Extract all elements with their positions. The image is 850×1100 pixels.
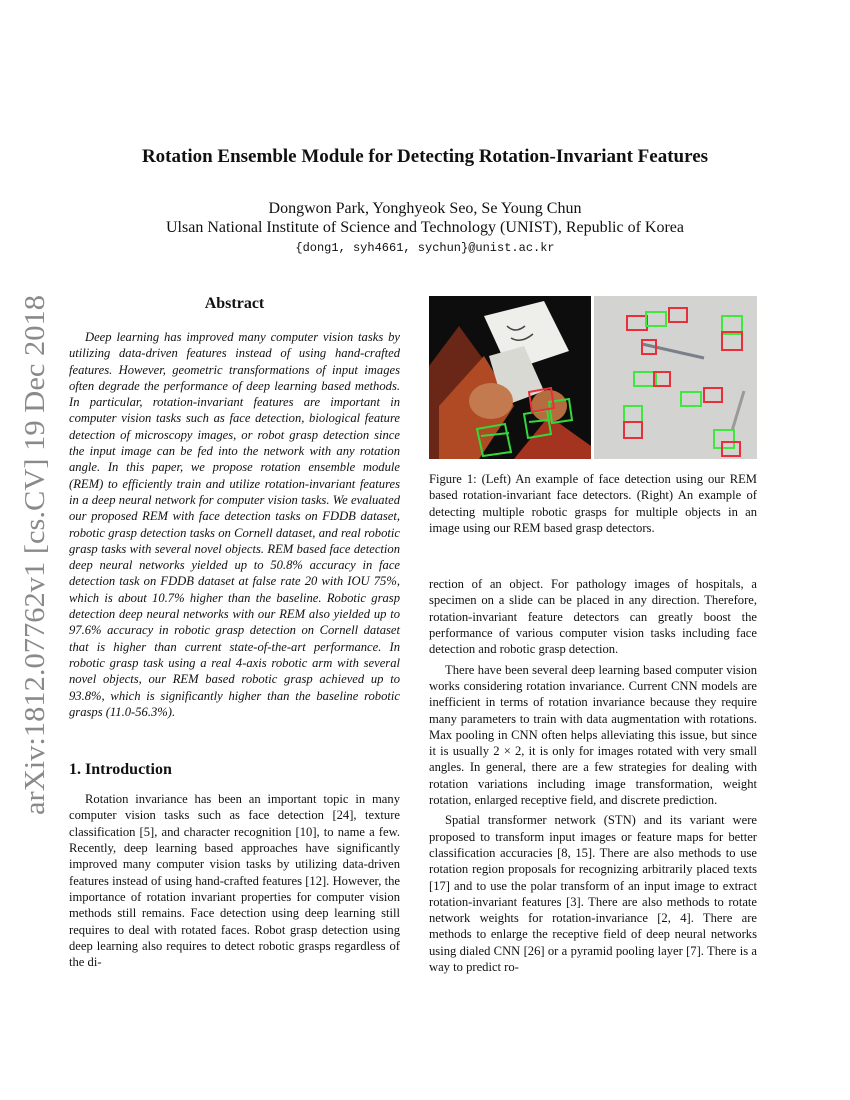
grasp-detection-image [594,296,757,459]
abstract-heading: Abstract [204,295,265,312]
arxiv-stamp-text: arXiv:1812.07762v1 [cs.CV] 19 Dec 2018 [20,337,51,815]
left-column [69,295,400,974]
figure-1 [429,296,757,459]
figure-1-caption: Figure 1: (Left) An example of face detection using our REM based rotation-invariant face detectors. (Right) An example of detecting multiple robotic grasps for multiple objects in an image using our REM based grasp detectors. [429,472,757,535]
authors: Dongwon Park, Yonghyeok Seo, Se Young Chun [268,200,582,217]
related-work-paragraph-1: There have been several deep learning based computer vision works considering rotation invariance. Current CNN models are inefficient in terms of rotation invariance because they require many parameters to train with data augmentation with rotations. Max pooling in CNN often helps alleviating this issue, but since it is usually 2 × 2, it is only for images rotated with very small angles. In general, there are a few strategies for dealing with rotation variations including image transformation, weight rotation, enlarged receptive field, and discrete prediction. [429,662,757,808]
right-column-text [429,576,757,975]
face-detection-image [429,296,591,459]
emails: {dong1, syh4661, sychun}@unist.ac.kr [295,241,555,255]
abstract-body: Deep learning has improved many computer vision tasks by utilizing data-driven features instead of using hand-crafted features. However, geometric transformations of input images often degrade the performance of deep learning based methods. In particular, rotation-invariant features are important in computer vision tasks such as face detection, biological feature detection of microscopy images, or robot grasp detection since the input image can be fed into the network with any rotation angle. In this paper, we propose rotation ensemble module (REM) to efficiently train and utilize rotation-invariant features in a deep neural network for computer vision tasks. We evaluated our proposed REM with face detection tasks on FDDB dataset, robotic grasp detection tasks on Cornell dataset, and real robotic grasp tasks with several novel objects. REM based face detection deep neural networks yielded up to 50.8% accuracy in face detection task on FDDB dataset at false rate 20 with IOU 75%, which is about 10.7% higher than the baseline. Robotic grasp detection deep neural networks with our REM also yielded up to 97.6% accuracy in robotic grasp detection on Cornell dataset that is higher than current state-of-the-art performance. In robotic grasp task using a real 4-axis robotic arm with several novel objects, our REM based robotic grasp achieved up to 93.8%, which is significantly higher than the baseline robotic grasps (11.0-56.3%). [69,330,400,719]
related-work-paragraph-2: Spatial transformer network (STN) and its variant were proposed to transform input images or feature maps for better classification accuracies [8, 15]. There are also methods to use rotation region proposals for recognizing arbitrarily placed texts [17] and to use the polar transform of an input image to extract rotation-invariant features [3]. There are also methods to rotate network weights for rotation-invariance [2, 4]. There are methods to enlarge the receptive field of deep neural networks using dialed CNN [26] or a pyramid pooling layer [7]. There is a way to predict ro- [429,813,757,975]
introduction-paragraph: Rotation invariance has been an important topic in many computer vision tasks such as face detection [24], texture classification [5], and character recognition [10], to name a few. Recently, deep learning based approaches have significantly improved many computer vision tasks by utilizing data-driven features instead of using hand-crafted features [12]. However, the importance of rotation invariant properties for computer vision methods still remains. Face detection using deep learning still requires to deal with rotated faces. Robot grasp detection using deep learning also requires to detect robotic grasps regardless of the di- [69,792,400,970]
arxiv-stamp [6,290,52,820]
paper-title: Rotation Ensemble Module for Detecting Rotation-Invariant Features [141,146,709,167]
introduction-heading: 1. Introduction [69,761,172,779]
affiliation: Ulsan National Institute of Science and Technology (UNIST), Republic of Korea [166,219,684,236]
right-column [429,296,757,979]
continued-paragraph: rection of an object. For pathology images of hospitals, a specimen on a slide can be placed in any direction. Therefore, rotation-invariant feature detectors can greatly boost the performance of various computer vision tasks including face detection and robotic grasp detection. [429,577,757,657]
